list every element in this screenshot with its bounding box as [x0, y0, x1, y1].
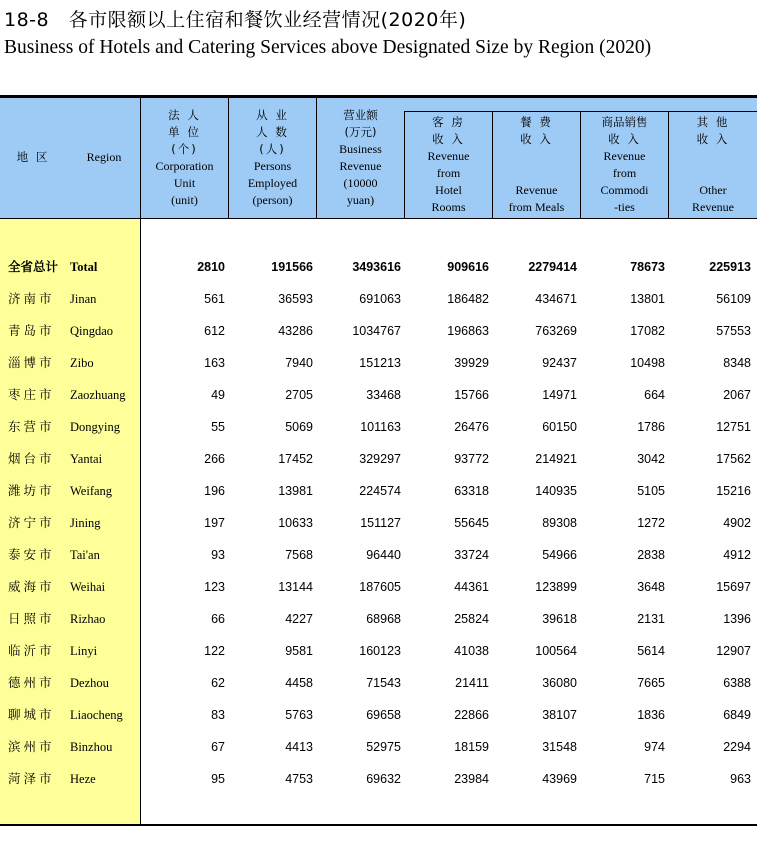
header-goods-en-1: Revenue [603, 149, 646, 163]
region-name-en: Total [70, 260, 98, 274]
cell-meals: 140935 [535, 484, 577, 498]
table-row [0, 763, 757, 795]
cell-emp: 17452 [278, 452, 313, 466]
header-corp-cn-1: 法 人 [168, 108, 201, 122]
cell-emp: 5069 [285, 420, 313, 434]
region-name-cn: 潍坊市 [8, 483, 55, 498]
cell-corp: 83 [211, 708, 225, 722]
table-row [0, 283, 757, 315]
cell-other: 963 [730, 772, 751, 786]
cell-rev: 96440 [366, 548, 401, 562]
region-name-en: Jinan [70, 292, 97, 306]
cell-other: 4902 [723, 516, 751, 530]
header-other-revenue [669, 114, 757, 216]
region-name-en: Weihai [70, 580, 106, 594]
table-row [0, 571, 757, 603]
region-name-en: Zaozhuang [70, 388, 126, 402]
data-table [0, 95, 757, 827]
cell-rooms: 23984 [454, 772, 489, 786]
cell-emp: 10633 [278, 516, 313, 530]
cell-emp: 43286 [278, 324, 313, 338]
cell-goods: 78673 [630, 260, 665, 274]
header-goods-en-2: from [612, 166, 637, 180]
region-name-en: Qingdao [70, 324, 114, 338]
cell-corp: 266 [204, 452, 225, 466]
table-row [0, 507, 757, 539]
header-persons-employed [229, 107, 316, 209]
region-name-cn: 淄博市 [8, 355, 55, 370]
cell-corp: 122 [204, 644, 225, 658]
header-rooms-en-3: Hotel [435, 183, 462, 197]
cell-rooms: 63318 [454, 484, 489, 498]
header-emp-en-1: Persons [253, 159, 292, 173]
cell-goods: 7665 [637, 676, 665, 690]
cell-other: 12907 [716, 644, 751, 658]
cell-rev: 71543 [366, 676, 401, 690]
region-name-en: Rizhao [70, 612, 106, 626]
cell-meals: 14971 [542, 388, 577, 402]
cell-rev: 187605 [359, 580, 401, 594]
cell-other: 225913 [709, 260, 751, 274]
cell-corp: 66 [211, 612, 225, 626]
header-other-en-2: Revenue [692, 200, 734, 214]
region-name-en: Jining [70, 516, 101, 530]
table-row [0, 731, 757, 763]
cell-goods: 974 [644, 740, 665, 754]
cell-rev: 3493616 [352, 260, 401, 274]
cell-other: 12751 [716, 420, 751, 434]
cell-rev: 69658 [366, 708, 401, 722]
cell-corp: 93 [211, 548, 225, 562]
cell-rev: 33468 [366, 388, 401, 402]
region-name-en: Dongying [70, 420, 120, 434]
header-other-en-1: Other [699, 183, 727, 197]
header-corp-en-1: Corporation [155, 159, 214, 173]
cell-meals: 214921 [535, 452, 577, 466]
header-rev-cn-1: 营业额 [343, 108, 378, 122]
region-name-en: Weifang [70, 484, 113, 498]
header-rooms-cn-1: 客 房 [432, 115, 465, 129]
cell-rev: 52975 [366, 740, 401, 754]
cell-goods: 2131 [637, 612, 665, 626]
cell-meals: 54966 [542, 548, 577, 562]
region-name-cn: 全省总计 [8, 259, 59, 274]
header-revenue-meals [493, 114, 580, 216]
region-name-en: Yantai [70, 452, 103, 466]
table-row [0, 411, 757, 443]
cell-rev: 69632 [366, 772, 401, 786]
cell-rooms: 22866 [454, 708, 489, 722]
header-emp-cn-3: (人) [259, 142, 286, 156]
cell-corp: 95 [211, 772, 225, 786]
cell-rev: 160123 [359, 644, 401, 658]
header-rev-cn-2: (万元) [344, 125, 377, 139]
cell-emp: 2705 [285, 388, 313, 402]
header-rev-en-2: Revenue [339, 159, 382, 173]
table-row [0, 539, 757, 571]
cell-rev: 329297 [359, 452, 401, 466]
header-corp-cn-2: 单 位 [168, 125, 201, 139]
header-region-cn-label: 地 区 [16, 150, 50, 164]
region-name-en: Linyi [70, 644, 98, 658]
region-name-en: Dezhou [70, 676, 109, 690]
cell-rev: 151213 [359, 356, 401, 370]
cell-corp: 49 [211, 388, 225, 402]
cell-corp: 612 [204, 324, 225, 338]
cell-goods: 715 [644, 772, 665, 786]
header-meals-cn-2: 收 入 [520, 132, 553, 146]
header-meals-cn-1: 餐 费 [520, 115, 553, 129]
cell-meals: 36080 [542, 676, 577, 690]
cell-emp: 191566 [271, 260, 313, 274]
header-rooms-en-2: from [436, 166, 461, 180]
cell-rooms: 26476 [454, 420, 489, 434]
table-row [0, 347, 757, 379]
cell-corp: 2810 [197, 260, 225, 274]
cell-rooms: 196863 [447, 324, 489, 338]
header-other-cn-2: 收 入 [696, 132, 730, 146]
cell-goods: 13801 [630, 292, 665, 306]
region-name-cn: 菏泽市 [8, 771, 55, 786]
cell-meals: 100564 [535, 644, 577, 658]
cell-goods: 17082 [630, 324, 665, 338]
cell-other: 2067 [723, 388, 751, 402]
region-name-cn: 济宁市 [8, 515, 55, 530]
header-meals-en-1: Revenue [515, 183, 558, 197]
cell-emp: 7568 [285, 548, 313, 562]
cell-other: 4912 [723, 548, 751, 562]
region-name-en: Binzhou [70, 740, 113, 754]
cell-goods: 1836 [637, 708, 665, 722]
cell-rev: 151127 [360, 516, 401, 530]
header-revenue-commodities [581, 114, 668, 216]
header-corporation-unit [141, 107, 228, 209]
cell-emp: 5763 [285, 708, 313, 722]
header-goods-en-3: Commodi [600, 183, 649, 197]
header-goods-cn-1: 商品销售 [601, 115, 648, 129]
region-name-cn: 日照市 [8, 611, 55, 626]
cell-emp: 7940 [285, 356, 313, 370]
cell-goods: 2838 [637, 548, 665, 562]
cell-rev: 101163 [360, 420, 401, 434]
header-region-cn [8, 149, 58, 166]
region-name-en: Liaocheng [70, 708, 123, 722]
region-name-cn: 临沂市 [8, 643, 55, 658]
cell-rooms: 39929 [454, 356, 489, 370]
header-emp-en-3: (person) [252, 193, 293, 207]
header-rev-en-1: Business [339, 142, 382, 156]
cell-meals: 434671 [535, 292, 577, 306]
cell-other: 17562 [716, 452, 751, 466]
region-name-cn: 东营市 [8, 419, 55, 434]
cell-emp: 36593 [278, 292, 313, 306]
cell-rooms: 93772 [454, 452, 489, 466]
cell-meals: 43969 [542, 772, 577, 786]
region-name-cn: 济南市 [8, 291, 55, 306]
cell-goods: 10498 [630, 356, 665, 370]
cell-rev: 224574 [359, 484, 401, 498]
region-name-cn: 青岛市 [8, 323, 55, 338]
cell-rooms: 15766 [454, 388, 489, 402]
header-rooms-en-1: Revenue [427, 149, 470, 163]
header-goods-en-4: -ties [614, 200, 635, 214]
cell-goods: 5105 [637, 484, 665, 498]
cell-rooms: 25824 [454, 612, 489, 626]
header-goods-cn-2: 收 入 [608, 132, 641, 146]
table-row [0, 443, 757, 475]
cell-meals: 763269 [535, 324, 577, 338]
cell-other: 1396 [723, 612, 751, 626]
cell-goods: 3042 [637, 452, 665, 466]
cell-meals: 92437 [542, 356, 577, 370]
cell-emp: 4753 [285, 772, 313, 786]
header-corp-cn-3: (个) [171, 142, 198, 156]
cell-emp: 9581 [285, 644, 313, 658]
cell-corp: 67 [211, 740, 225, 754]
table-title-chinese: 18-8 各市限额以上住宿和餐饮业经营情况(2020年) [4, 9, 467, 31]
header-revenue-hotel-rooms [405, 114, 492, 216]
cell-rooms: 44361 [454, 580, 489, 594]
cell-emp: 13981 [278, 484, 313, 498]
region-name-cn: 泰安市 [8, 547, 55, 562]
table-title-english: Business of Hotels and Catering Services above Designated Size by Region (2020) [4, 37, 652, 58]
table-row [0, 475, 757, 507]
header-corp-en-3: (unit) [171, 193, 198, 207]
cell-corp: 561 [204, 292, 225, 306]
cell-rooms: 909616 [447, 260, 489, 274]
table-row [0, 667, 757, 699]
header-other-cn-1: 其 他 [696, 115, 730, 129]
cell-other: 15697 [716, 580, 751, 594]
region-name-en: Heze [70, 772, 96, 786]
cell-meals: 89308 [542, 516, 577, 530]
header-emp-en-2: Employed [247, 176, 298, 190]
header-region-en-label: Region [86, 150, 122, 164]
header-corp-en-2: Unit [173, 176, 196, 190]
region-name-cn: 聊城市 [8, 707, 55, 722]
cell-emp: 4458 [285, 676, 313, 690]
cell-meals: 60150 [542, 420, 577, 434]
region-name-en: Zibo [70, 356, 94, 370]
cell-goods: 1786 [637, 420, 665, 434]
header-rev-en-4: yuan) [346, 193, 375, 207]
cell-goods: 5614 [637, 644, 665, 658]
cell-corp: 123 [204, 580, 225, 594]
header-emp-cn-1: 从 业 [256, 108, 289, 122]
table-row [0, 699, 757, 731]
table-bottom-rule [0, 824, 757, 826]
cell-meals: 123899 [535, 580, 577, 594]
region-name-cn: 枣庄市 [8, 387, 55, 402]
cell-emp: 4227 [285, 612, 313, 626]
region-name-en: Tai'an [70, 548, 100, 562]
cell-rooms: 18159 [454, 740, 489, 754]
header-rev-en-3: (10000 [343, 176, 378, 190]
cell-rev: 1034767 [352, 324, 401, 338]
table-row [0, 603, 757, 635]
header-region-en [76, 149, 132, 166]
cell-rev: 68968 [366, 612, 401, 626]
region-name-cn: 威海市 [8, 579, 55, 594]
table-row [0, 379, 757, 411]
cell-rooms: 21411 [455, 676, 489, 690]
cell-goods: 3648 [637, 580, 665, 594]
header-business-revenue [317, 107, 404, 209]
cell-rooms: 41038 [454, 644, 489, 658]
region-name-cn: 烟台市 [8, 451, 55, 466]
cell-corp: 163 [204, 356, 225, 370]
cell-other: 15216 [716, 484, 751, 498]
header-emp-cn-2: 人 数 [256, 125, 289, 139]
table-row [0, 315, 757, 347]
cell-emp: 4413 [285, 740, 313, 754]
cell-goods: 664 [644, 388, 665, 402]
cell-corp: 55 [211, 420, 225, 434]
table-row [0, 635, 757, 667]
cell-other: 6388 [723, 676, 751, 690]
header-rooms-en-4: Rooms [431, 200, 466, 214]
cell-corp: 197 [204, 516, 225, 530]
header-rooms-cn-2: 收 入 [432, 132, 465, 146]
cell-other: 56109 [716, 292, 751, 306]
cell-corp: 196 [204, 484, 225, 498]
cell-meals: 2279414 [528, 260, 577, 274]
table-row-total [0, 251, 757, 283]
region-name-cn: 德州市 [8, 675, 55, 690]
cell-corp: 62 [211, 676, 225, 690]
cell-meals: 39618 [542, 612, 577, 626]
cell-meals: 38107 [542, 708, 577, 722]
cell-rooms: 33724 [454, 548, 489, 562]
region-name-cn: 滨州市 [8, 739, 55, 754]
cell-other: 8348 [723, 356, 751, 370]
cell-other: 2294 [723, 740, 751, 754]
cell-rooms: 55645 [454, 516, 489, 530]
cell-rev: 691063 [359, 292, 401, 306]
cell-other: 57553 [716, 324, 751, 338]
header-meals-en-2: from Meals [508, 200, 565, 214]
cell-rooms: 186482 [447, 292, 489, 306]
cell-emp: 13144 [278, 580, 313, 594]
cell-meals: 31548 [542, 740, 577, 754]
cell-other: 6849 [723, 708, 751, 722]
cell-goods: 1272 [637, 516, 665, 530]
